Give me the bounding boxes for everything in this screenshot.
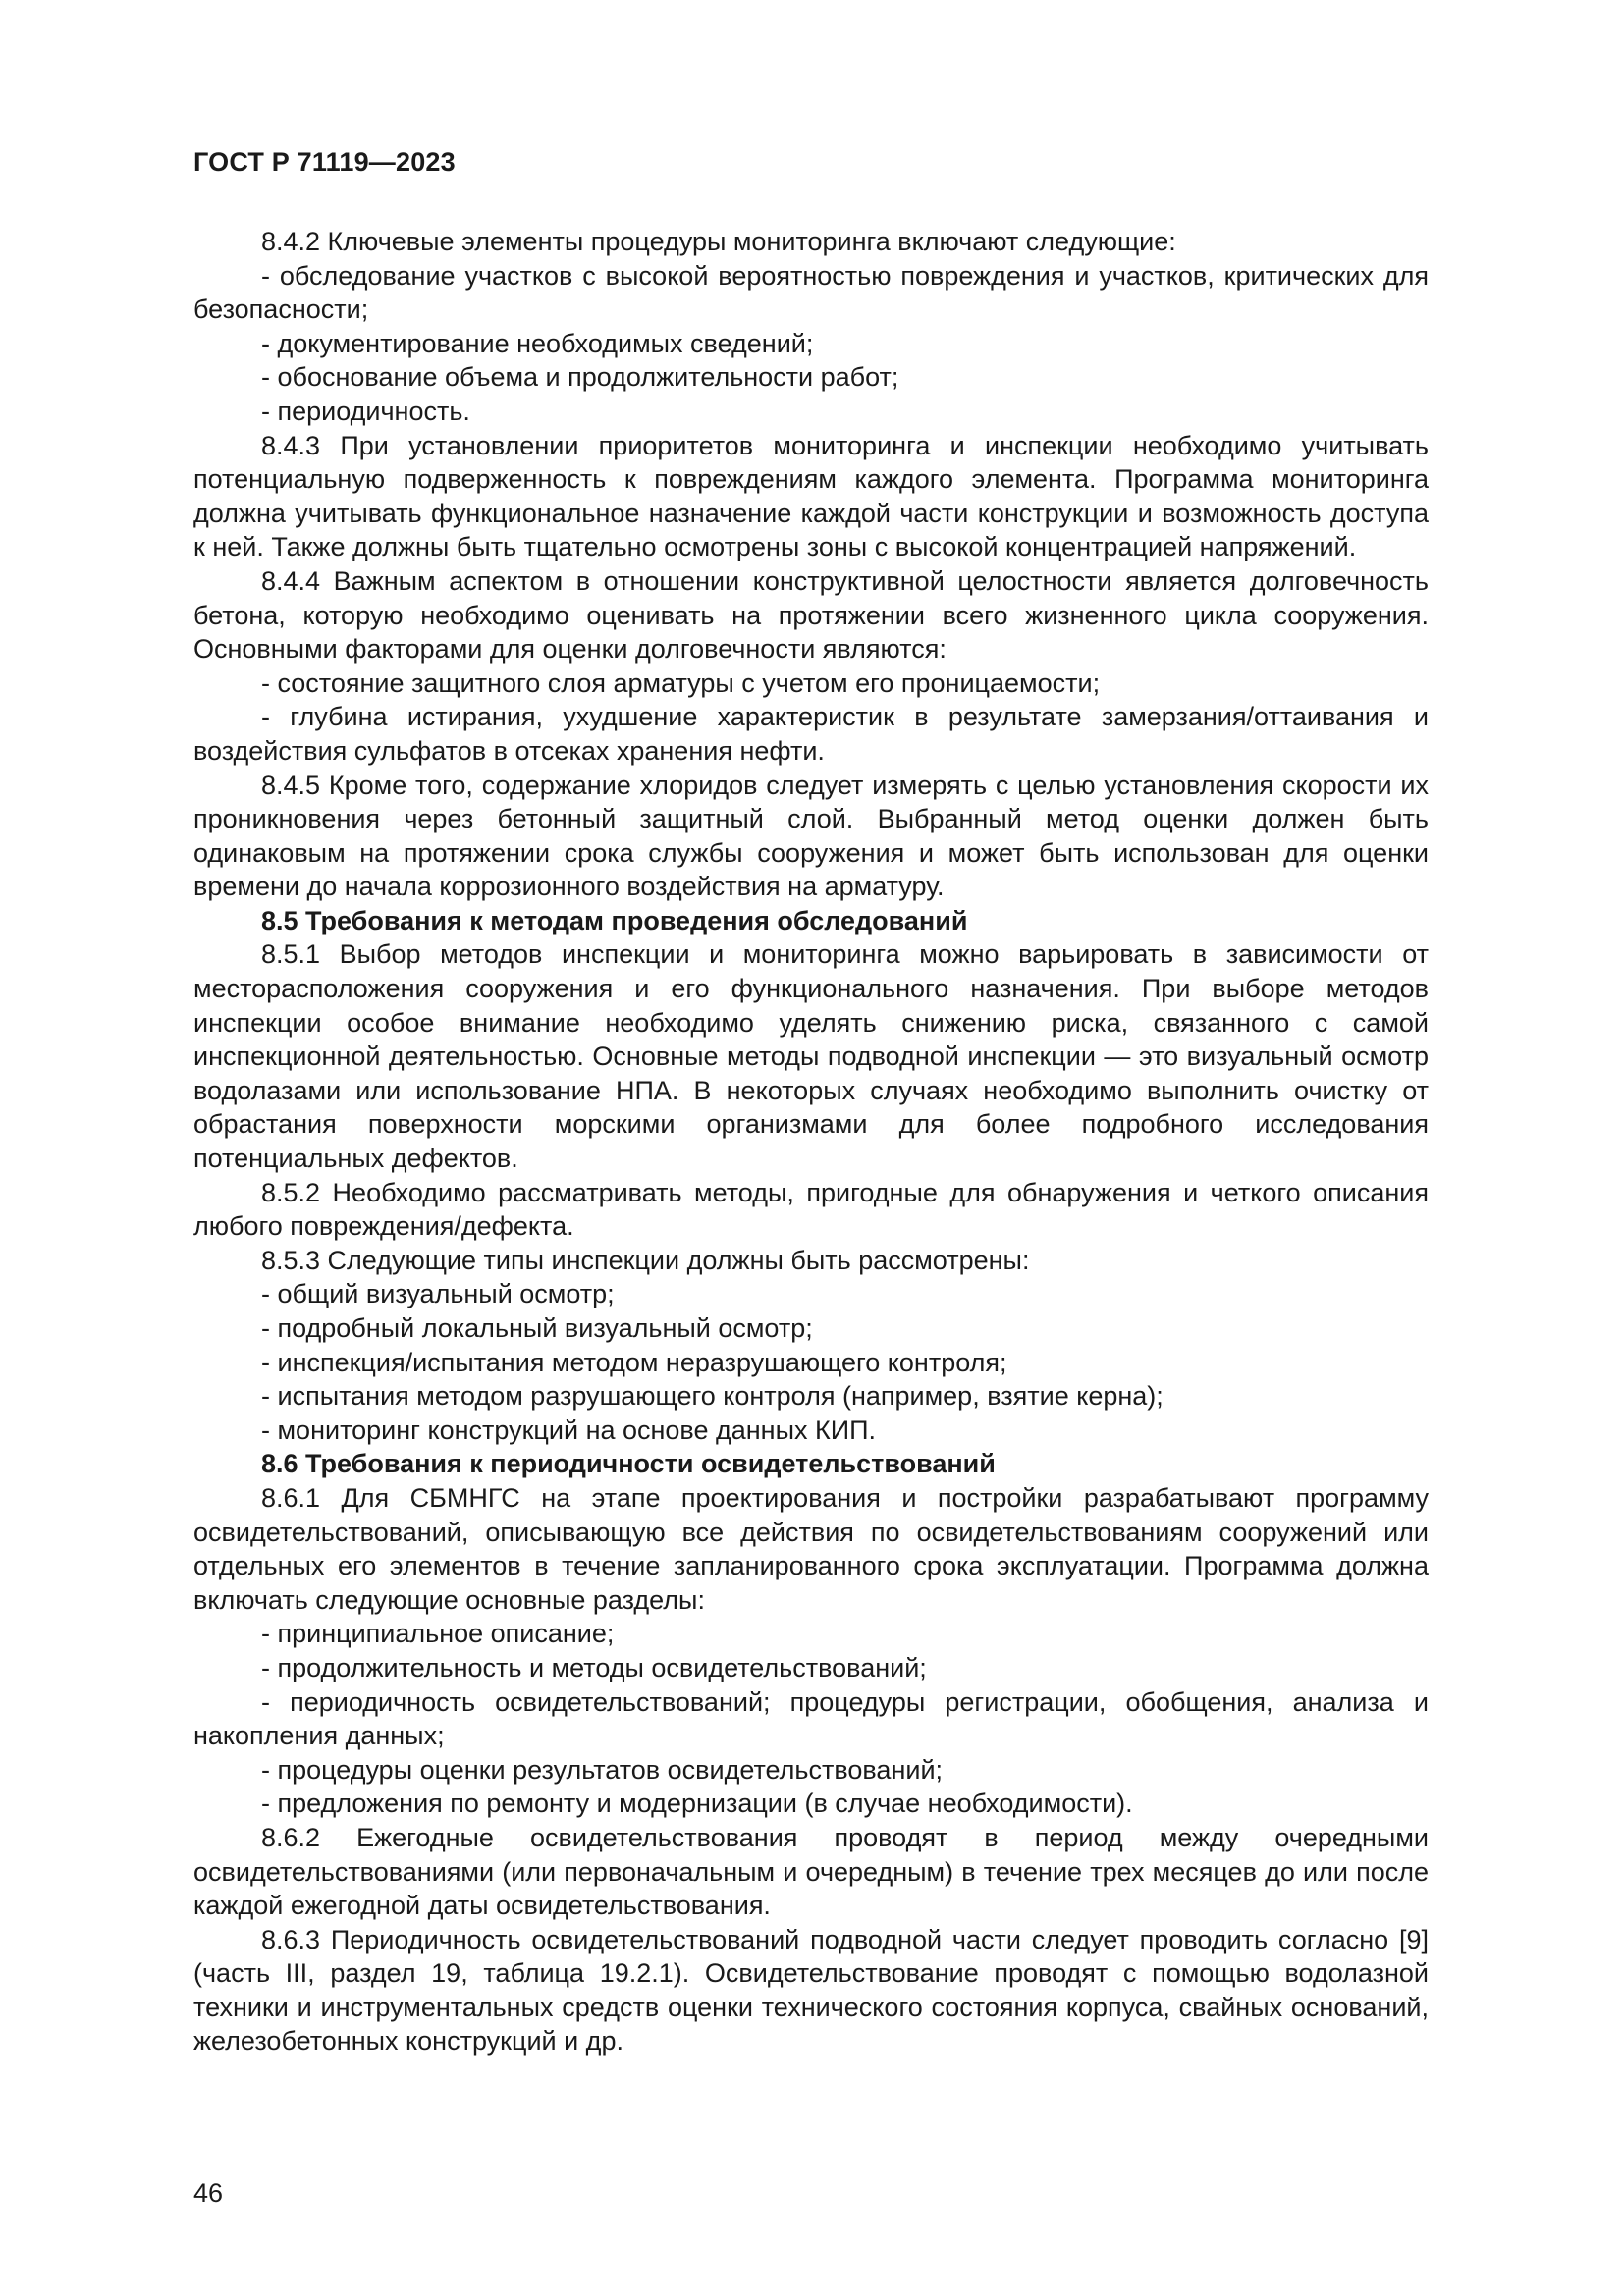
list-item: - обследование участков с высокой вероятностью повреждения и участков, критических для безопасности; (193, 260, 1429, 325)
list-item: - обоснование объема и продолжительности работ; (261, 362, 899, 393)
paragraph-8-6-2: 8.6.2 Ежегодные освидетельствования проводят в период между очередными освидетельствованиями (или первоначальным и очередным) в течение трех месяцев до или после каждой ежегодной даты освидетельствования. (193, 1822, 1429, 1921)
list-item: - подробный локальный визуальный осмотр; (261, 1313, 813, 1343)
list-item: - испытания методом разрушающего контроля (например, взятие керна); (261, 1381, 1164, 1412)
paragraph-8-5-3: 8.5.3 Следующие типы инспекции должны быть рассмотрены: (261, 1245, 1030, 1275)
list-item: - предложения по ремонту и модернизации (в случае необходимости). (261, 1789, 1133, 1819)
page-number: 46 (193, 2178, 224, 2208)
document-body (193, 225, 1429, 2058)
list-item: - периодичность. (261, 396, 470, 426)
document-code-header: ГОСТ Р 71119—2023 (193, 147, 456, 177)
paragraph-8-6-3: 8.6.3 Периодичность освидетельствований подводной части следует проводить согласно [9] (часть III, раздел 19, таблица 19.2.1). Освидетельствование проводят с помощью водолазной техники и инструментальных средств оценки технического состояния корпуса, свайных оснований, железобетонных конструкций и др. (193, 1924, 1429, 2056)
list-item: - общий визуальный осмотр; (261, 1279, 615, 1309)
list-item: - инспекция/испытания методом неразрушающего контроля; (261, 1347, 1007, 1377)
list-item: - мониторинг конструкций на основе данных КИП. (261, 1415, 877, 1445)
paragraph-8-4-3: 8.4.3 При установлении приоритетов мониторинга и инспекции необходимо учитывать потенциальную подверженность к повреждениям каждого элемента. Программа мониторинга должна учитывать функциональное назначение каждой части конструкции и возможность доступа к ней. Также должны быть тщательно осмотрены зоны с высокой концентрацией напряжений. (193, 430, 1429, 562)
list-item: - принципиальное описание; (261, 1619, 615, 1649)
section-heading-8-5: 8.5 Требования к методам проведения обследований (261, 905, 968, 935)
list-item: - документирование необходимых сведений; (261, 328, 814, 358)
paragraph-8-4-2: 8.4.2 Ключевые элементы процедуры мониторинга включают следующие: (261, 227, 1176, 256)
paragraph-8-5-1: 8.5.1 Выбор методов инспекции и мониторинга можно варьировать в зависимости от месторасположения сооружения и его функционального назначения. При выборе методов инспекции особое внимание необходимо уделять снижению риска, связанного с самой инспекционной деятельностью. Основные методы подводной инспекции — это визуальный осмотр водолазами или использование НПА. В некоторых случаях необходимо выполнить очистку от обрастания поверхности морскими организмами для более подробного исследования потенциальных дефектов. (193, 939, 1429, 1174)
paragraph-8-4-4: 8.4.4 Важным аспектом в отношении конструктивной целостности является долговечность бетона, которую необходимо оценивать на протяжении всего жизненного цикла сооружения. Основными факторами для оценки долговечности являются: (193, 565, 1429, 665)
list-item: - глубина истирания, ухудшение характеристик в результате замерзания/оттаивания и воздействия сульфатов в отсеках хранения нефти. (193, 702, 1429, 766)
list-item: - периодичность освидетельствований; процедуры регистрации, обобщения, анализа и накопления данных; (193, 1686, 1429, 1751)
paragraph-8-6-1: 8.6.1 Для СБМНГС на этапе проектирования и постройки разрабатывают программу освидетельствований, описывающую все действия по освидетельствованиям сооружений или отдельных его элементов в течение запланированного срока эксплуатации. Программа должна включать следующие основные разделы: (193, 1482, 1429, 1615)
section-heading-8-6: 8.6 Требования к периодичности освидетельствований (261, 1449, 996, 1479)
list-item: - продолжительность и методы освидетельствований; (261, 1652, 927, 1682)
paragraph-8-5-2: 8.5.2 Необходимо рассматривать методы, пригодные для обнаружения и четкого описания любого повреждения/дефекта. (193, 1177, 1429, 1242)
paragraph-8-4-5: 8.4.5 Кроме того, содержание хлоридов следует измерять с целью установления скорости их проникновения через бетонный защитный слой. Выбранный метод оценки должен быть одинаковым на протяжении срока службы сооружения и может быть использован для оценки времени до начала коррозионного воздействия на арматуру. (193, 770, 1429, 902)
list-item: - состояние защитного слоя арматуры с учетом его проницаемости; (261, 667, 1101, 698)
list-item: - процедуры оценки результатов освидетельствований; (261, 1754, 944, 1785)
